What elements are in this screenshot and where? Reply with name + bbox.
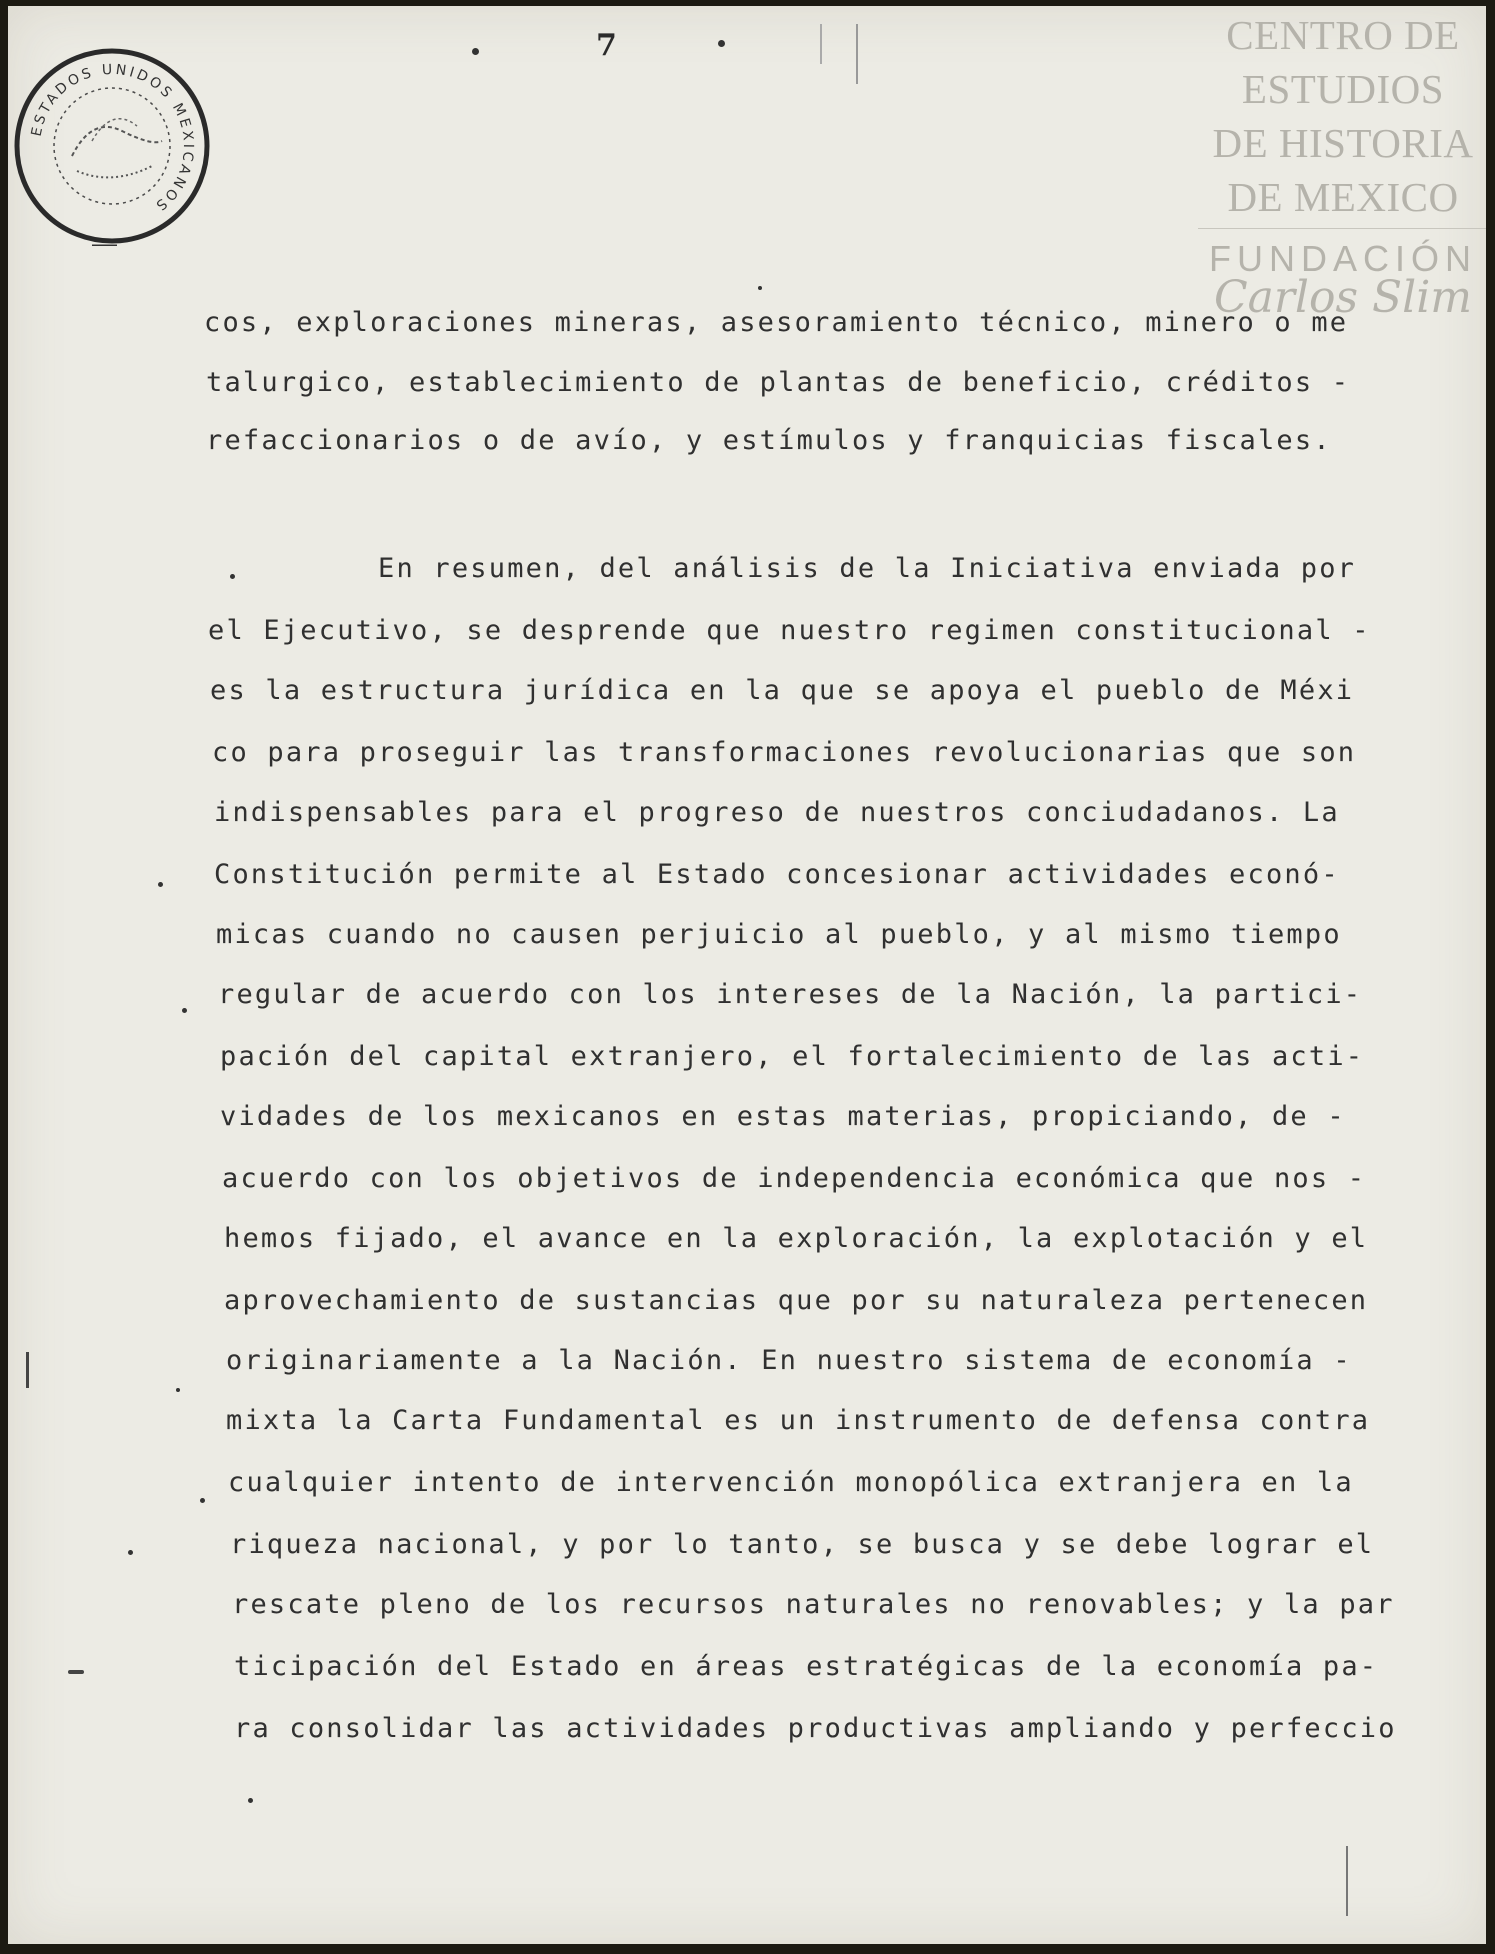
margin-mark — [68, 1670, 84, 1674]
body-line-13: vidades de los mexicanos en estas materias, propiciando, de - — [220, 1101, 1346, 1132]
archive-stamp — [1198, 8, 1486, 321]
body-line-10: micas cuando no causen perjuicio al pueblo, y al mismo tiempo — [216, 919, 1342, 950]
body-line-15: hemos fijado, el avance en la exploración, la explotación y el — [224, 1223, 1369, 1254]
archive-stamp-signature: Carlos Slim — [1213, 272, 1473, 323]
page-number-dot-right — [718, 40, 725, 47]
margin-speck — [158, 882, 163, 887]
body-line-12: pación del capital extranjero, el fortalecimiento de las acti- — [220, 1041, 1365, 1072]
margin-speck — [128, 1550, 133, 1555]
archive-stamp-line-4: DE MEXICO — [1227, 174, 1459, 220]
body-line-7: co para proseguir las transformaciones revolucionarias que son — [212, 737, 1357, 768]
body-line-1: cos, exploraciones mineras, asesoramiento técnico, minero o me — [204, 307, 1349, 338]
document-page — [8, 6, 1486, 1944]
margin-mark — [820, 24, 822, 64]
body-line-9: Constitución permite al Estado concesionar actividades econó- — [214, 859, 1340, 890]
body-line-2: talurgico, establecimiento de plantas de beneficio, créditos - — [206, 367, 1351, 398]
body-line-16: aprovechamiento de sustancias que por su naturaleza pertenecen — [224, 1285, 1369, 1316]
official-seal-icon — [12, 46, 212, 246]
margin-mark — [856, 24, 858, 84]
body-line-5: el Ejecutivo, se desprende que nuestro regimen constitucional - — [208, 615, 1371, 646]
archive-stamp-line-3: DE HISTORIA — [1212, 120, 1474, 166]
page-number-dot-left — [472, 48, 479, 55]
body-line-4: En resumen, del análisis de la Iniciativa enviada por — [378, 553, 1357, 584]
body-line-17: originariamente a la Nación. En nuestro sistema de economía - — [226, 1345, 1352, 1376]
margin-speck — [200, 1498, 205, 1503]
body-line-23: ra consolidar las actividades productivas ampliando y perfeccio — [234, 1713, 1397, 1744]
archive-stamp-foundation: FUNDACIÓN — [1209, 238, 1477, 279]
body-line-21: rescate pleno de los recursos naturales no renovables; y la par — [232, 1589, 1395, 1620]
body-line-19: cualquier intento de intervención monopólica extranjera en la — [228, 1467, 1354, 1498]
margin-mark — [1346, 1846, 1348, 1916]
body-line-3: refaccionarios o de avío, y estímulos y franquicias fiscales. — [206, 425, 1332, 456]
margin-speck — [176, 1388, 180, 1392]
svg-text:ESTADOS UNIDOS MEXICANOS: ESTADOS UNIDOS MEXICANOS — [28, 61, 197, 215]
body-line-14: acuerdo con los objetivos de independencia económica que nos - — [222, 1163, 1367, 1194]
body-line-11: regular de acuerdo con los intereses de la Nación, la partici- — [218, 979, 1363, 1010]
margin-mark — [26, 1352, 29, 1388]
margin-speck — [230, 574, 235, 579]
body-line-22: ticipación del Estado en áreas estratégicas de la economía pa- — [234, 1651, 1379, 1682]
margin-speck — [182, 1008, 187, 1013]
archive-stamp-line-1: CENTRO DE — [1226, 12, 1460, 58]
margin-speck — [758, 286, 762, 290]
page-number: 7 — [596, 28, 617, 63]
archive-stamp-line-2: ESTUDIOS — [1241, 66, 1445, 112]
body-line-18: mixta la Carta Fundamental es un instrumento de defensa contra — [226, 1405, 1371, 1436]
body-line-8: indispensables para el progreso de nuestros conciudadanos. La — [214, 797, 1340, 828]
body-line-20: riqueza nacional, y por lo tanto, se busca y se debe lograr el — [230, 1529, 1375, 1560]
archive-stamp-divider — [1198, 228, 1486, 229]
margin-speck — [248, 1798, 253, 1803]
body-line-6: es la estructura jurídica en la que se apoya el pueblo de Méxi — [210, 675, 1355, 706]
